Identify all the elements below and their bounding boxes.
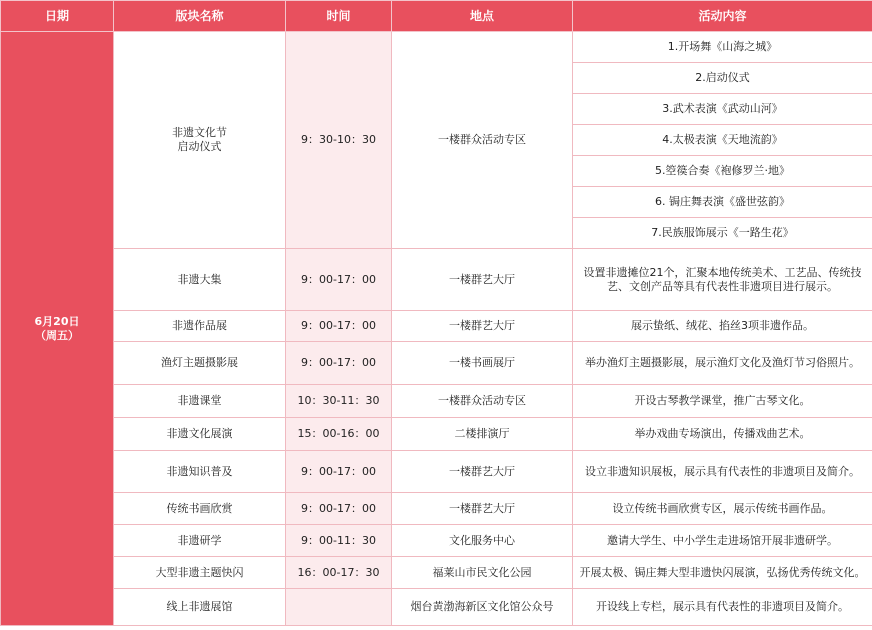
program-item: 3.武术表演《武动山河》	[573, 94, 872, 125]
activity-content-cell: 开设线上专栏，展示具有代表性的非遗项目及简介。	[573, 589, 872, 626]
location-cell: 烟台黄渤海新区文化馆公众号	[392, 589, 573, 626]
activity-content-cell: 举办渔灯主题摄影展，展示渔灯文化及渔灯节习俗照片。	[573, 342, 872, 385]
block-name-cell: 非遗课堂	[114, 385, 286, 418]
activity-content-cell: 开展太极、锔庄舞大型非遗快闪展演，弘扬优秀传统文化。	[573, 557, 872, 589]
block-name-cell: 渔灯主题摄影展	[114, 342, 286, 385]
opening-block-line2: 启动仪式	[177, 140, 222, 153]
location-cell: 二楼排演厅	[392, 418, 573, 451]
table-row	[1, 589, 872, 626]
program-item: 6. 锔庄舞表演《盛世弦韵》	[573, 187, 872, 218]
table-row	[1, 451, 872, 493]
table-row	[1, 557, 872, 589]
time-cell: 9：00-17：00	[286, 342, 392, 385]
header-location: 地点	[392, 1, 573, 32]
time-cell: 10：30-11：30	[286, 385, 392, 418]
program-item: 7.民族服饰展示《一路生花》	[573, 218, 872, 249]
time-cell	[286, 589, 392, 626]
location-cell: 一楼群艺大厅	[392, 493, 573, 525]
block-name-cell: 线上非遗展馆	[114, 589, 286, 626]
time-cell: 9：00-17：00	[286, 493, 392, 525]
activity-content-cell: 设置非遗摊位21个，汇聚本地传统美术、工艺品、传统技艺、文创产品等具有代表性非遗项目进行展示。	[573, 249, 872, 311]
program-item: 1.开场舞《山海之城》	[573, 32, 872, 63]
opening-block-line1: 非遗文化节	[172, 126, 227, 139]
date-text: 6月20日	[34, 314, 80, 328]
activity-content-cell: 设立传统书画欣赏专区，展示传统书画作品。	[573, 493, 872, 525]
time-cell: 9：00-11：30	[286, 525, 392, 557]
table-row	[1, 385, 872, 418]
weekday-text: （周五）	[35, 328, 79, 342]
block-name-cell	[114, 32, 286, 249]
header-activity-content: 活动内容	[573, 1, 872, 32]
time-cell: 9：00-17：00	[286, 451, 392, 493]
table-row	[1, 493, 872, 525]
header-row	[1, 1, 872, 32]
activity-content-cell: 邀请大学生、中小学生走进场馆开展非遗研学。	[573, 525, 872, 557]
header-block-name: 版块名称	[114, 1, 286, 32]
table-row	[1, 342, 872, 385]
table-row	[1, 311, 872, 342]
location-cell: 一楼群艺大厅	[392, 249, 573, 311]
program-item: 2.启动仪式	[573, 63, 872, 94]
program-item: 5.箜篌合奏《袍修罗兰·地》	[573, 156, 872, 187]
date-cell	[1, 32, 114, 626]
block-name-cell: 非遗知识普及	[114, 451, 286, 493]
time-cell: 9：00-17：00	[286, 249, 392, 311]
header-date: 日期	[1, 1, 114, 32]
program-item: 4.太极表演《天地流韵》	[573, 125, 872, 156]
table-row	[1, 32, 872, 63]
block-name-cell: 非遗研学	[114, 525, 286, 557]
location-cell: 一楼群众活动专区	[392, 385, 573, 418]
time-cell: 15：00-16：00	[286, 418, 392, 451]
time-cell: 16：00-17：30	[286, 557, 392, 589]
location-cell: 一楼群艺大厅	[392, 451, 573, 493]
header-time: 时间	[286, 1, 392, 32]
activity-content-cell: 开设古琴教学课堂，推广古琴文化。	[573, 385, 872, 418]
location-cell: 一楼群众活动专区	[392, 32, 573, 249]
block-name-cell: 非遗作品展	[114, 311, 286, 342]
time-cell: 9：30-10：30	[286, 32, 392, 249]
time-cell: 9：00-17：00	[286, 311, 392, 342]
block-name-cell: 非遗大集	[114, 249, 286, 311]
table-row	[1, 525, 872, 557]
table-row	[1, 249, 872, 311]
block-name-cell: 非遗文化展演	[114, 418, 286, 451]
block-name-cell: 大型非遗主题快闪	[114, 557, 286, 589]
activity-content-cell: 举办戏曲专场演出，传播戏曲艺术。	[573, 418, 872, 451]
activity-content-cell: 设立非遗知识展板，展示具有代表性的非遗项目及简介。	[573, 451, 872, 493]
location-cell: 一楼书画展厅	[392, 342, 573, 385]
activity-content-cell: 展示蛰纸、绒花、掐丝3项非遗作品。	[573, 311, 872, 342]
location-cell: 文化服务中心	[392, 525, 573, 557]
location-cell: 一楼群艺大厅	[392, 311, 573, 342]
table-row	[1, 418, 872, 451]
block-name-cell: 传统书画欣赏	[114, 493, 286, 525]
location-cell: 福莱山市民文化公园	[392, 557, 573, 589]
